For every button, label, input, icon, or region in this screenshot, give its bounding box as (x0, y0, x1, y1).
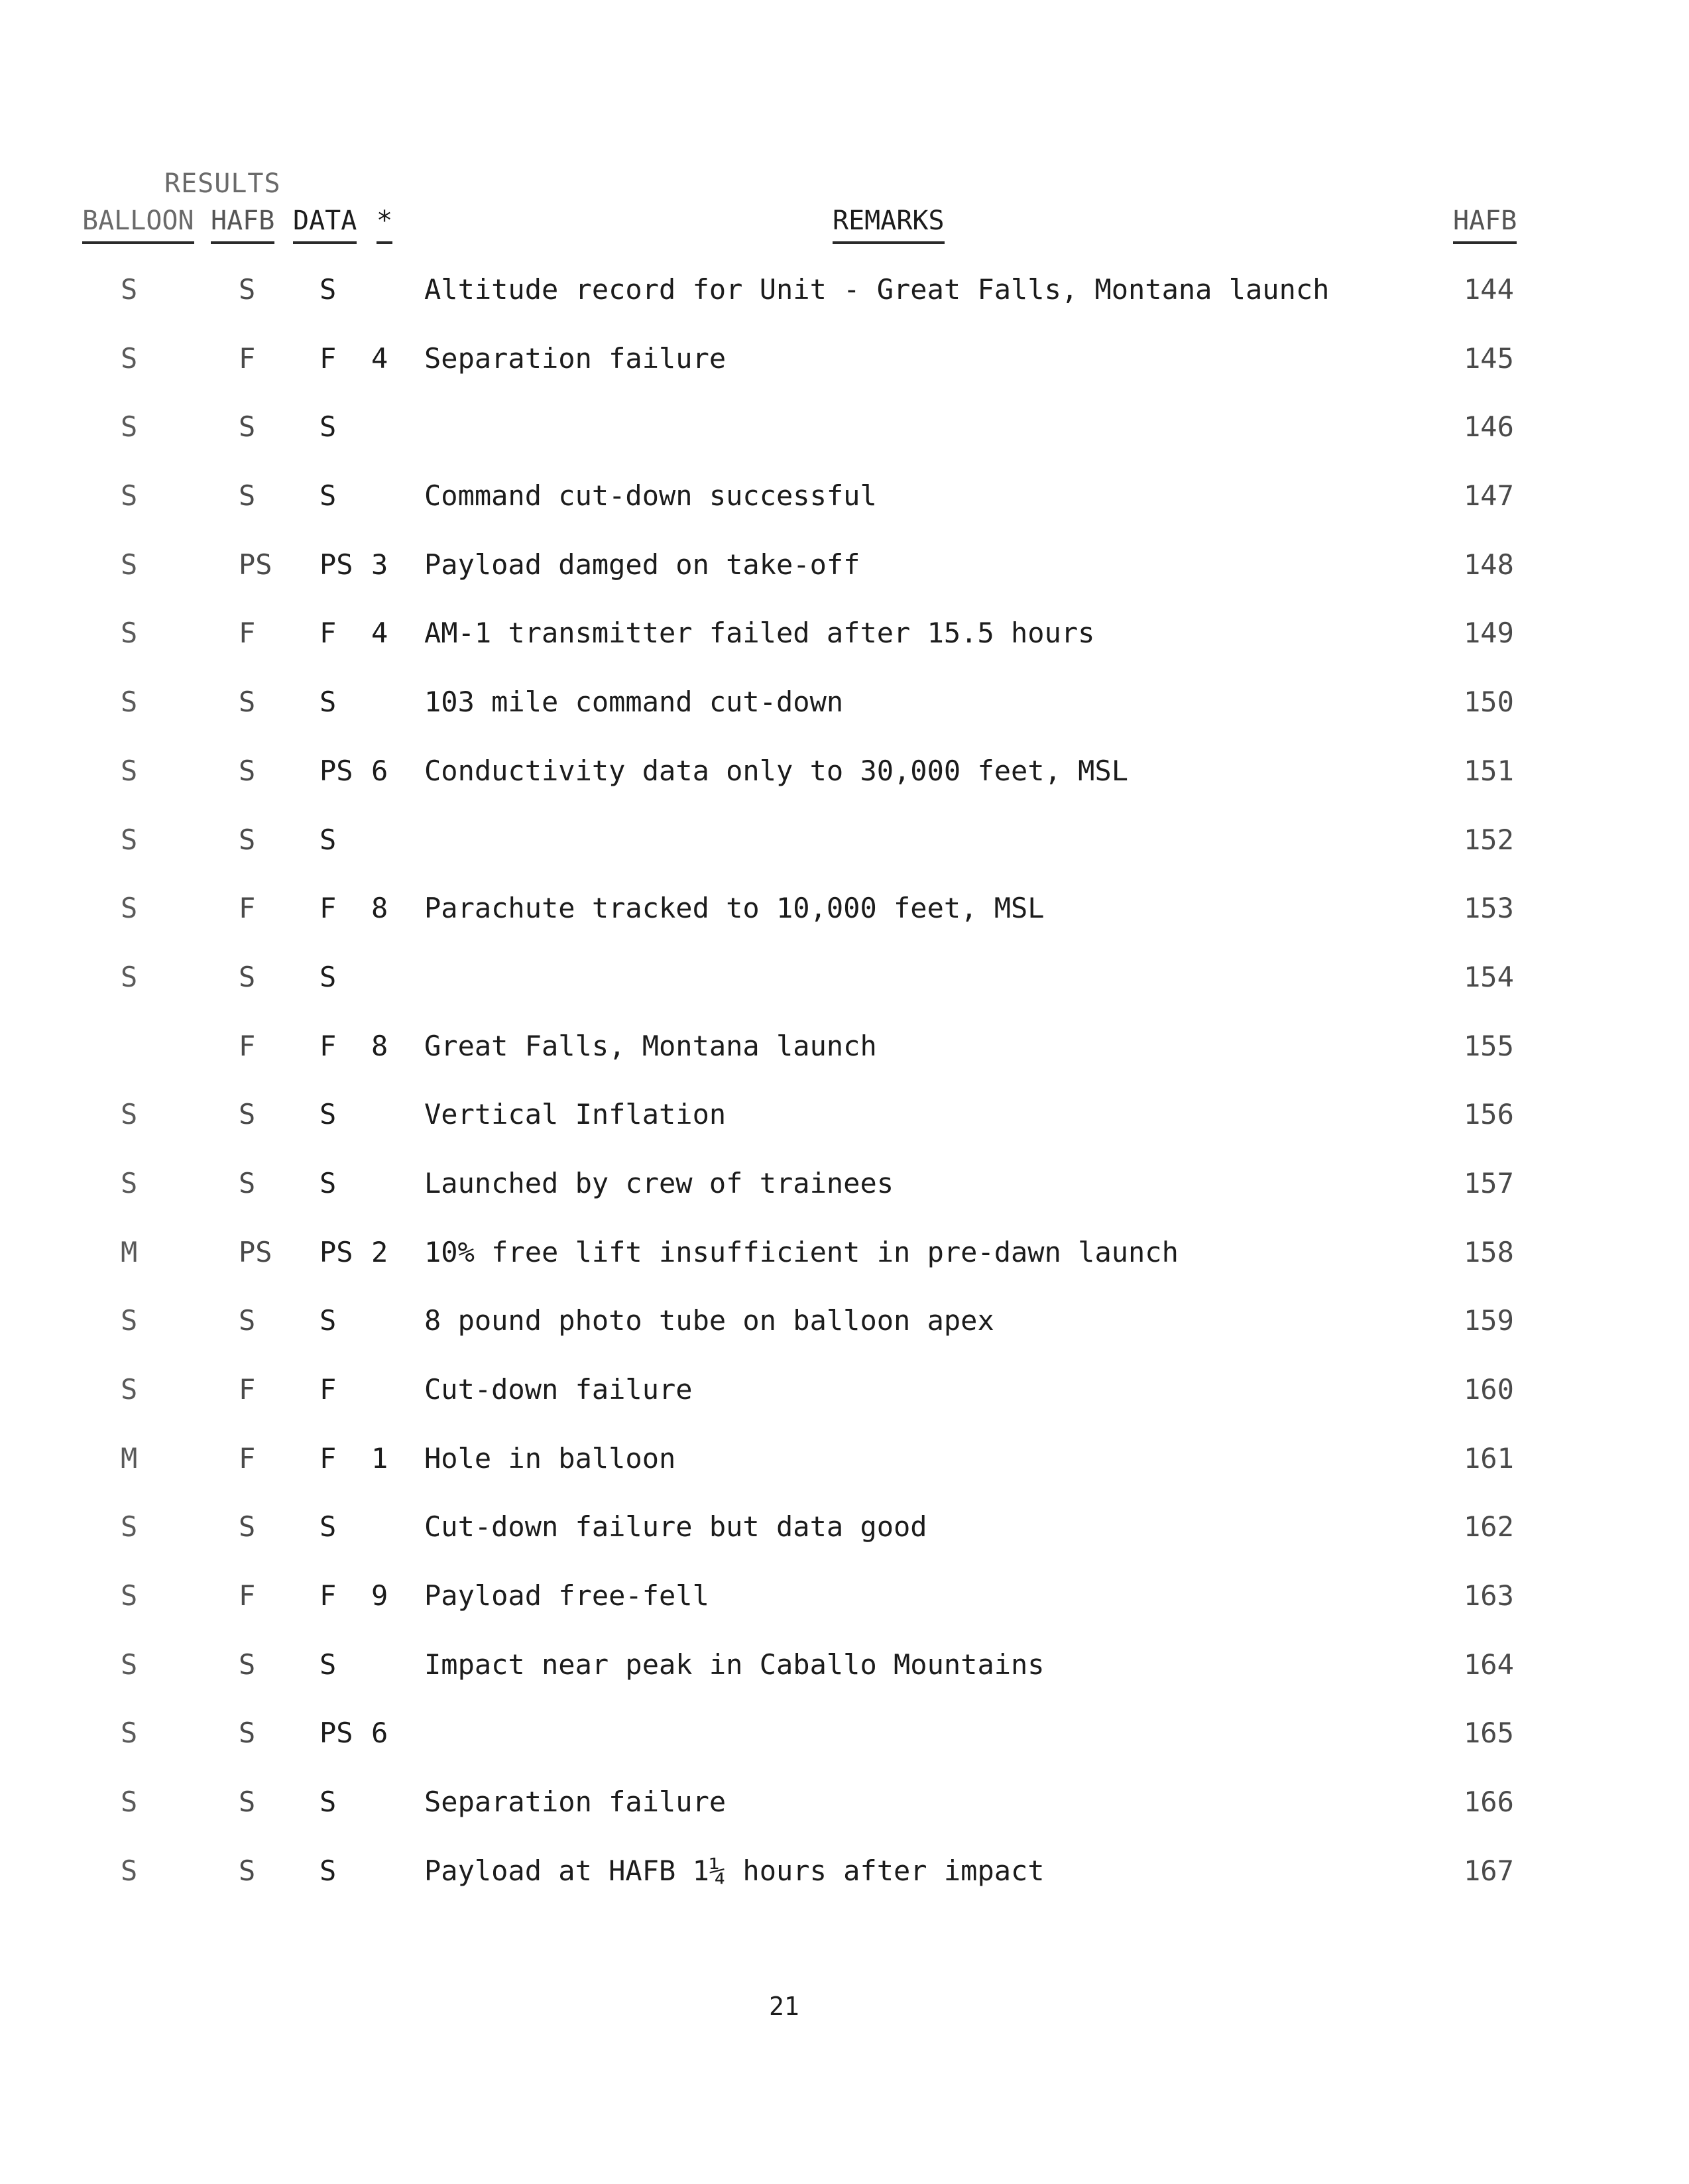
data-result: S (320, 1854, 337, 1887)
hafb-result: S (239, 1098, 256, 1131)
hafb-result: S (239, 686, 256, 719)
footnote-number: 4 (371, 617, 388, 650)
footnote-number: 3 (371, 548, 388, 581)
remarks-text: Hole in balloon (424, 1441, 676, 1475)
balloon-result: S (121, 1579, 138, 1612)
balloon-result: S (121, 686, 138, 719)
balloon-result: S (121, 548, 138, 581)
balloon-result: S (121, 479, 138, 513)
hafb-number: 164 (1464, 1648, 1514, 1681)
hafb-result: S (239, 1786, 256, 1819)
remarks-text: 10% free lift insufficient in pre-dawn launch (424, 1235, 1179, 1268)
table-row (0, 1304, 1689, 1373)
hafb-result: PS (239, 1235, 272, 1268)
table-row (0, 686, 1689, 755)
balloon-result: S (121, 1166, 138, 1199)
hafb-result: S (239, 273, 256, 306)
hafb-number: 145 (1464, 341, 1514, 375)
footnote-number: 6 (371, 754, 388, 787)
balloon-result: S (121, 341, 138, 375)
data-result: F (320, 1373, 337, 1406)
data-result: S (320, 273, 337, 306)
data-result: F (320, 341, 337, 375)
footnote-number: 8 (371, 1029, 388, 1062)
table-row (0, 1098, 1689, 1167)
hafb-number: 159 (1464, 1304, 1514, 1337)
data-result: S (320, 1304, 337, 1337)
data-result: PS (320, 1717, 353, 1750)
hafb-number: 155 (1464, 1029, 1514, 1062)
balloon-result: S (121, 892, 138, 925)
remarks-text: Command cut-down successful (424, 479, 877, 513)
remarks-text: Great Falls, Montana launch (424, 1029, 877, 1062)
data-result: PS (320, 1235, 353, 1268)
hafb-number: 158 (1464, 1235, 1514, 1268)
table-row (0, 961, 1689, 1030)
header-data: DATA (293, 206, 357, 244)
hafb-result: S (239, 960, 256, 993)
balloon-result: S (121, 960, 138, 993)
remarks-text: AM-1 transmitter failed after 15.5 hours (424, 617, 1095, 650)
hafb-result: S (239, 1717, 256, 1750)
hafb-result: S (239, 410, 256, 444)
balloon-result: S (121, 1854, 138, 1887)
hafb-number: 151 (1464, 754, 1514, 787)
remarks-text: Cut-down failure (424, 1373, 693, 1406)
hafb-number: 148 (1464, 548, 1514, 581)
table-row (0, 410, 1689, 479)
data-result: F (320, 892, 337, 925)
hafb-number: 154 (1464, 960, 1514, 993)
hafb-number: 165 (1464, 1717, 1514, 1750)
footnote-number: 2 (371, 1235, 388, 1268)
hafb-result: F (239, 892, 256, 925)
hafb-result: S (239, 479, 256, 513)
table-row (0, 1373, 1689, 1442)
hafb-number: 144 (1464, 273, 1514, 306)
balloon-result: S (121, 1648, 138, 1681)
hafb-result: S (239, 754, 256, 787)
hafb-number: 150 (1464, 686, 1514, 719)
remarks-text: Cut-down failure but data good (424, 1510, 927, 1544)
remarks-text: Separation failure (424, 1786, 727, 1819)
table-row (0, 548, 1689, 617)
header-hafb-number: HAFB (1453, 206, 1517, 244)
hafb-number: 146 (1464, 410, 1514, 444)
hafb-number: 160 (1464, 1373, 1514, 1406)
hafb-number: 149 (1464, 617, 1514, 650)
table-row (0, 1442, 1689, 1511)
header-hafb: HAFB (211, 206, 274, 244)
footnote-number: 6 (371, 1717, 388, 1750)
data-result: S (320, 479, 337, 513)
data-result: S (320, 1510, 337, 1544)
table-row (0, 892, 1689, 961)
footnote-number: 9 (371, 1579, 388, 1612)
balloon-result: M (121, 1235, 138, 1268)
remarks-text: Payload free-fell (424, 1579, 709, 1612)
balloon-result: S (121, 617, 138, 650)
footnote-number: 1 (371, 1441, 388, 1475)
remarks-text: Payload at HAFB 1¼ hours after impact (424, 1854, 1045, 1887)
balloon-result: S (121, 823, 138, 856)
remarks-text: Conductivity data only to 30,000 feet, MSL (424, 754, 1129, 787)
hafb-number: 147 (1464, 479, 1514, 513)
data-result: F (320, 1029, 337, 1062)
hafb-result: S (239, 823, 256, 856)
header-star: * (377, 206, 392, 244)
table-row (0, 1030, 1689, 1099)
balloon-result: S (121, 1373, 138, 1406)
data-result: PS (320, 754, 353, 787)
table-row (0, 1854, 1689, 1923)
data-result: S (320, 410, 337, 444)
hafb-number: 162 (1464, 1510, 1514, 1544)
remarks-text: Impact near peak in Caballo Mountains (424, 1648, 1045, 1681)
table-row (0, 755, 1689, 823)
remarks-text: 103 mile command cut-down (424, 686, 844, 719)
data-result: F (320, 617, 337, 650)
table-row (0, 342, 1689, 411)
balloon-result: M (121, 1441, 138, 1475)
remarks-text: Launched by crew of trainees (424, 1166, 894, 1199)
data-result: S (320, 823, 337, 856)
hafb-result: F (239, 341, 256, 375)
table-row (0, 479, 1689, 548)
header-results: RESULTS (164, 168, 281, 199)
data-result: S (320, 686, 337, 719)
hafb-number: 157 (1464, 1166, 1514, 1199)
table-row (0, 1236, 1689, 1305)
data-result: S (320, 1166, 337, 1199)
hafb-result: S (239, 1166, 256, 1199)
hafb-result: S (239, 1510, 256, 1544)
table-row (0, 1648, 1689, 1717)
table-row (0, 823, 1689, 892)
table-row (0, 1167, 1689, 1236)
data-result: F (320, 1441, 337, 1475)
remarks-text: Vertical Inflation (424, 1098, 727, 1131)
remarks-text: Payload damged on take-off (424, 548, 860, 581)
footnote-number: 8 (371, 892, 388, 925)
hafb-number: 152 (1464, 823, 1514, 856)
hafb-number: 161 (1464, 1441, 1514, 1475)
balloon-result: S (121, 1717, 138, 1750)
remarks-text: 8 pound photo tube on balloon apex (424, 1304, 994, 1337)
page-number: 21 (769, 1992, 799, 2021)
hafb-result: PS (239, 548, 272, 581)
remarks-text: Altitude record for Unit - Great Falls, Montana launch (424, 273, 1330, 306)
table-row (0, 1579, 1689, 1648)
data-result: S (320, 960, 337, 993)
hafb-result: F (239, 1373, 256, 1406)
hafb-number: 167 (1464, 1854, 1514, 1887)
data-result: F (320, 1579, 337, 1612)
remarks-text: Parachute tracked to 10,000 feet, MSL (424, 892, 1045, 925)
header-balloon: BALLOON (82, 206, 194, 244)
flight-table (0, 273, 1689, 1923)
hafb-number: 166 (1464, 1786, 1514, 1819)
footnote-number: 4 (371, 341, 388, 375)
hafb-result: S (239, 1854, 256, 1887)
hafb-result: F (239, 1441, 256, 1475)
balloon-result: S (121, 410, 138, 444)
table-row (0, 1717, 1689, 1786)
balloon-result: S (121, 273, 138, 306)
hafb-result: F (239, 1579, 256, 1612)
hafb-result: F (239, 617, 256, 650)
balloon-result: S (121, 1510, 138, 1544)
hafb-number: 153 (1464, 892, 1514, 925)
data-result: S (320, 1098, 337, 1131)
balloon-result: S (121, 754, 138, 787)
table-row (0, 1786, 1689, 1854)
balloon-result: S (121, 1304, 138, 1337)
table-row (0, 617, 1689, 686)
table-row (0, 1510, 1689, 1579)
table-row (0, 273, 1689, 342)
hafb-result: S (239, 1304, 256, 1337)
header-remarks: REMARKS (833, 206, 945, 244)
data-result: PS (320, 548, 353, 581)
data-result: S (320, 1786, 337, 1819)
balloon-result: S (121, 1098, 138, 1131)
hafb-number: 156 (1464, 1098, 1514, 1131)
hafb-number: 163 (1464, 1579, 1514, 1612)
hafb-result: F (239, 1029, 256, 1062)
balloon-result: S (121, 1786, 138, 1819)
hafb-result: S (239, 1648, 256, 1681)
data-result: S (320, 1648, 337, 1681)
remarks-text: Separation failure (424, 341, 727, 375)
